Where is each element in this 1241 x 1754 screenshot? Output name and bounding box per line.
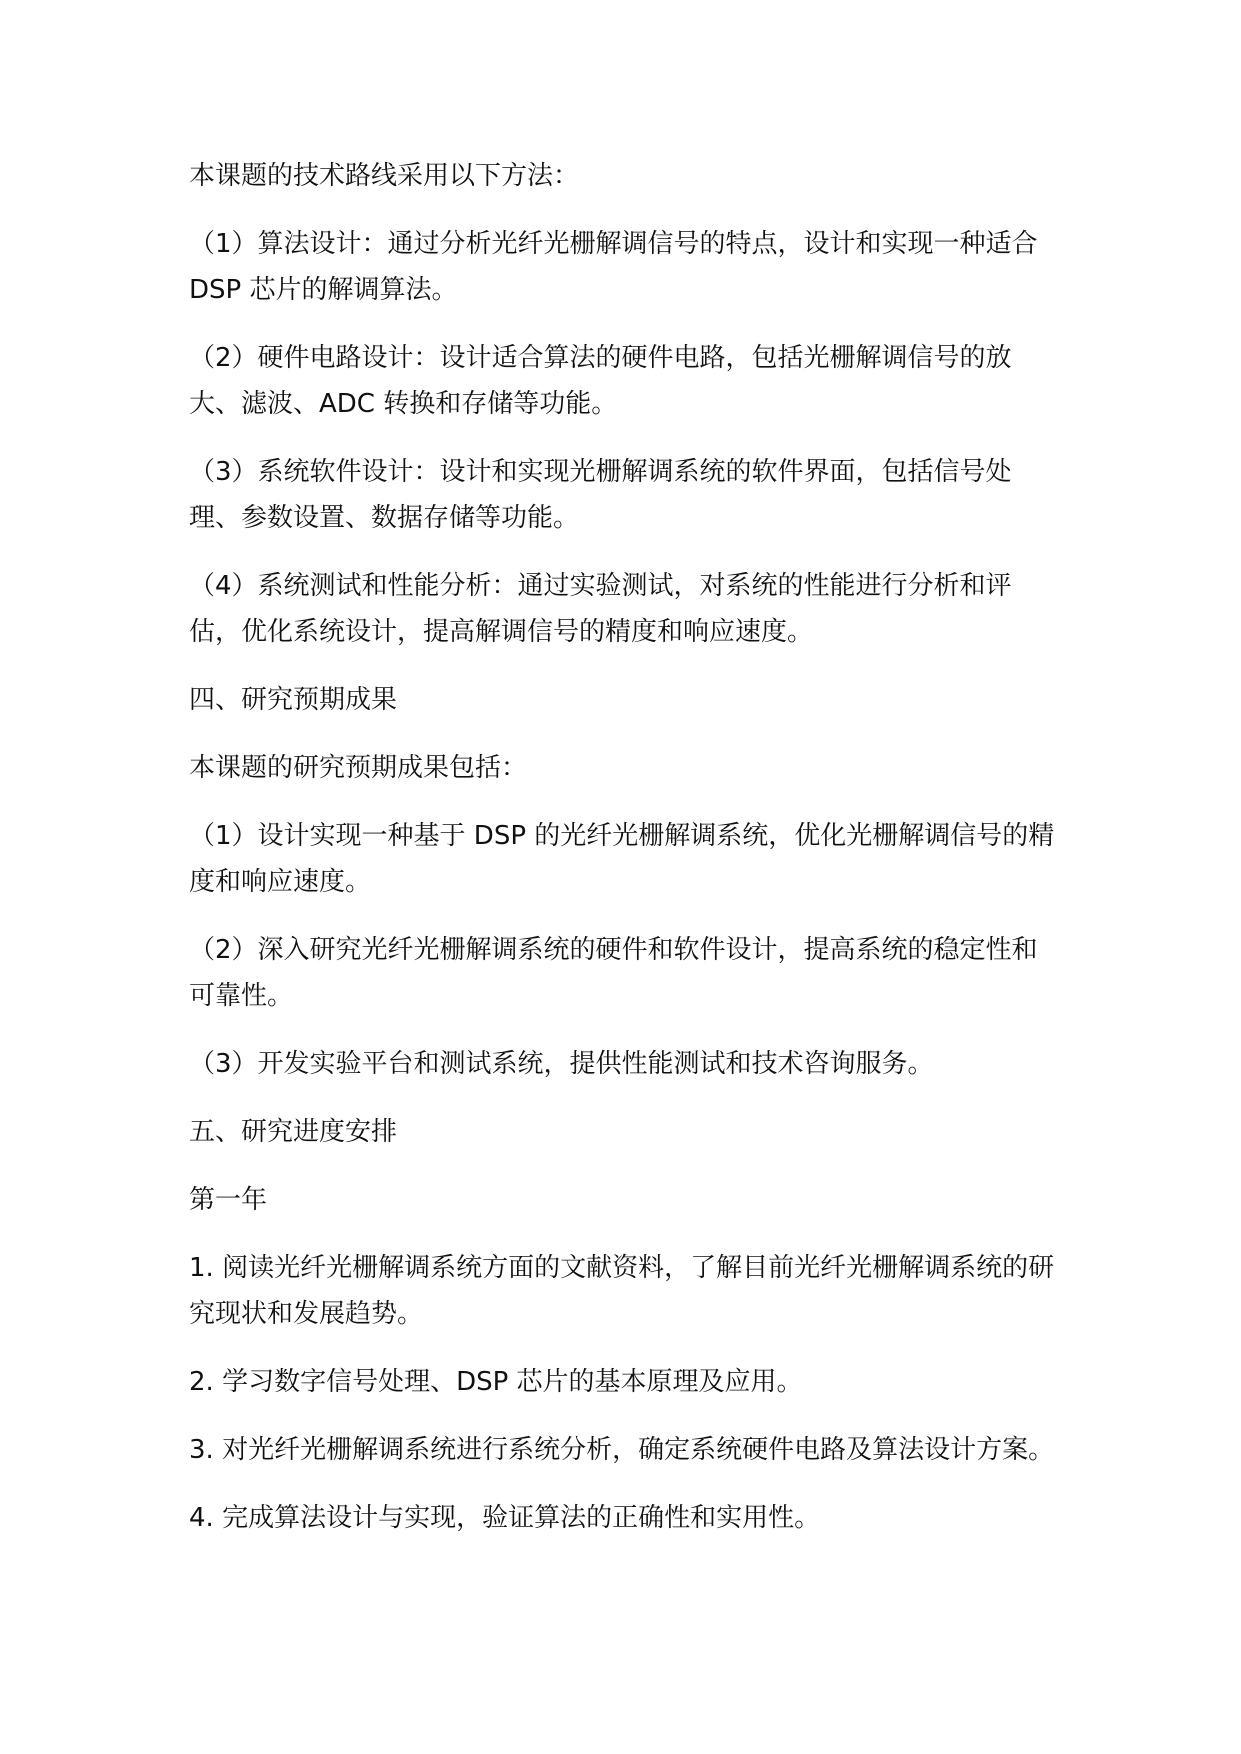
method-item-4: （4）系统测试和性能分析：通过实验测试，对系统的性能进行分析和评估，优化系统设计，提高解调信号的精度和响应速度。	[189, 571, 1012, 647]
result-item-1: （1）设计实现一种基于 DSP 的光纤光栅解调系统，优化光栅解调信号的精度和响应速度。	[189, 821, 1055, 897]
schedule-item-3: 3. 对光纤光栅解调系统进行系统分析，确定系统硬件电路及算法设计方案。	[189, 1435, 1055, 1465]
method-item-1: （1）算法设计：通过分析光纤光栅解调信号的特点，设计和实现一种适合 DSP 芯片的解调算法。	[189, 229, 1038, 305]
schedule-item-4: 4. 完成算法设计与实现，验证算法的正确性和实用性。	[189, 1503, 821, 1533]
schedule-item-1: 1. 阅读光纤光栅解调系统方面的文献资料，了解目前光纤光栅解调系统的研究现状和发展趋势。	[189, 1253, 1055, 1329]
section-heading-expected-results: 四、研究预期成果	[189, 685, 398, 715]
section-heading-schedule: 五、研究进度安排	[189, 1117, 398, 1147]
schedule-item-2: 2. 学习数字信号处理、DSP 芯片的基本原理及应用。	[189, 1367, 803, 1397]
intro-paragraph: 本课题的技术路线采用以下方法：	[189, 161, 580, 191]
result-item-2: （2）深入研究光纤光栅解调系统的硬件和软件设计，提高系统的稳定性和可靠性。	[189, 935, 1038, 1011]
method-item-2: （2）硬件电路设计：设计适合算法的硬件电路，包括光栅解调信号的放大、滤波、ADC 转换和存储等功能。	[189, 343, 1012, 419]
method-item-3: （3）系统软件设计：设计和实现光栅解调系统的软件界面，包括信号处理、参数设置、数据存储等功能。	[189, 457, 1012, 533]
results-intro: 本课题的研究预期成果包括：	[189, 753, 528, 783]
schedule-year-1: 第一年	[189, 1185, 268, 1215]
result-item-3: （3）开发实验平台和测试系统，提供性能测试和技术咨询服务。	[189, 1049, 934, 1079]
